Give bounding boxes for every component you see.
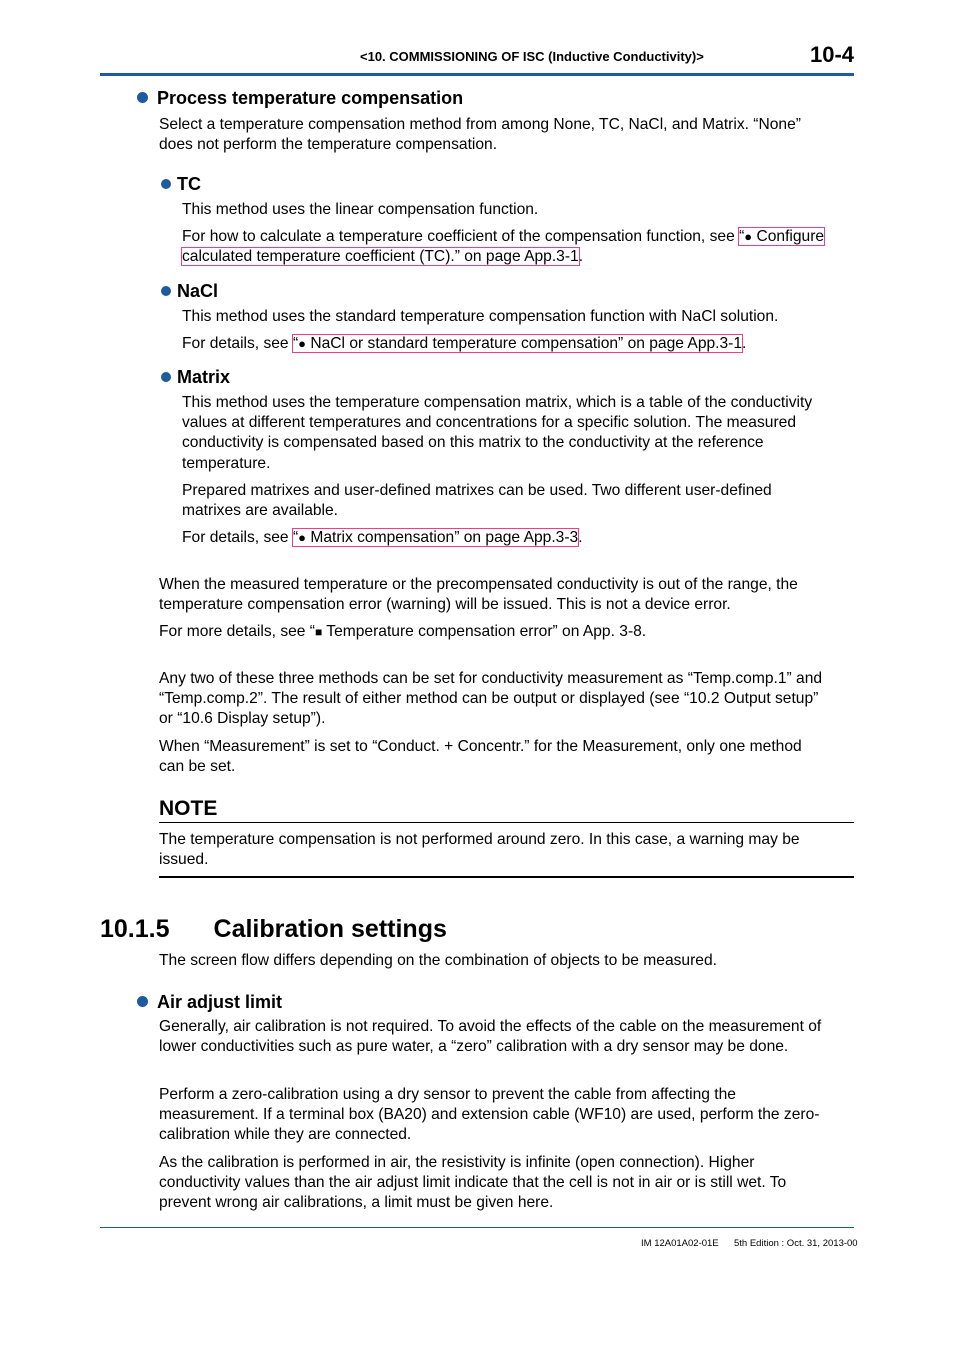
ptc-intro: Select a temperature compensation method from among None, TC, NaCl, and Matrix. “None” does not perform the temperature compensation. bbox=[159, 116, 801, 154]
note-bottom-rule bbox=[159, 876, 854, 878]
nacl-compensation-link[interactable]: “● NaCl or standard temperature compensation” on page App.3-1 bbox=[292, 335, 743, 353]
note-top-rule bbox=[159, 822, 854, 823]
page-number: 10-4 bbox=[810, 42, 855, 67]
configure-tc-link-cont[interactable]: calculated temperature coefficient (TC).” on page App.3-1 bbox=[182, 248, 579, 266]
methods-text: Any two of these three methods can be set for conductivity measurement as “Temp.comp.1” and “Temp.comp.2”. The result of either method can be output or displayed (see “10.2 Output setup” or “10.6 Display setup”). When “Measurement” is set to “Conduct. + Concentr.” for the Measurement, only one method can be set. bbox=[159, 670, 823, 775]
section-number: 10.1.5 bbox=[100, 915, 170, 943]
bullet-icon bbox=[161, 372, 171, 382]
heading-air-adjust-limit: Air adjust limit bbox=[137, 991, 282, 1013]
note-text: The temperature compensation is not performed around zero. In this case, a warning may be issued. bbox=[159, 831, 800, 869]
matrix-text: This method uses the temperature compensation matrix, which is a table of the conductivity values at different temperatures and concentrations for a specific solution. The measured conductivity is compensated based on this matrix to the conductivity at the reference temperature. Prepared matrixes and user-defined matrixes can be used. Two different user-defined matrixes are available. For details, see “● Matrix compensation” on page App.3-3. bbox=[182, 394, 813, 547]
section-title: Calibration settings bbox=[213, 915, 447, 943]
running-header: <10. COMMISSIONING OF ISC (Inductive Conductivity)> bbox=[360, 49, 704, 64]
bullet-icon bbox=[137, 996, 148, 1007]
matrix-compensation-link[interactable]: “● Matrix compensation” on page App.3-3 bbox=[292, 529, 579, 547]
range-warning-text: When the measured temperature or the precompensated conductivity is out of the range, the temperature compensation error (warning) will be issued. This is not a device error. For more details, see “■ Temperature compensation error” on App. 3-8. bbox=[159, 576, 798, 641]
bullet-icon bbox=[137, 92, 148, 103]
nacl-text: This method uses the standard temperature compensation function with NaCl solution. For details, see “● NaCl or standard temperature compensation” on page App.3-1. bbox=[182, 308, 779, 353]
footer-rule bbox=[100, 1227, 854, 1228]
heading-nacl: NaCl bbox=[161, 280, 218, 302]
bullet-icon bbox=[161, 286, 171, 296]
note-title: NOTE bbox=[159, 797, 218, 820]
heading-process-temperature-compensation: Process temperature compensation bbox=[137, 87, 463, 109]
configure-tc-link[interactable]: “● Configure bbox=[739, 228, 825, 246]
bullet-icon bbox=[161, 179, 171, 189]
air-text-2: Perform a zero-calibration using a dry sensor to prevent the cable from affecting the measurement. If a terminal box (BA20) and extension cable (WF10) are used, perform the zero- calibration while they are connected. As the calibration is performed in air, the resistivity is infinite (open connection). Higher conductivity values than the air adjust limit indicate that the cell is not in air or is still wet. To prevent wrong air calibrations, a limit must be given here. bbox=[159, 1086, 820, 1212]
air-text-1: Generally, air calibration is not required. To avoid the effects of the cable on the measurement of lower conductivities such as pure water, a “zero” calibration with a dry sensor may be done. bbox=[159, 1018, 822, 1056]
footer-doc-id: IM 12A01A02-01E bbox=[641, 1238, 719, 1249]
section-intro: The screen flow differs depending on the combination of objects to be measured. bbox=[159, 952, 717, 969]
section-heading bbox=[100, 914, 447, 944]
heading-matrix: Matrix bbox=[161, 366, 230, 388]
footer-edition: 5th Edition : Oct. 31, 2013-00 bbox=[734, 1238, 858, 1249]
heading-tc: TC bbox=[161, 173, 201, 195]
tc-text: This method uses the linear compensation function. For how to calculate a temperature coefficient of the compensation function, see “● Configure calculated temperature coefficient (TC).” on page App.3-1. bbox=[182, 201, 825, 266]
square-bullet-icon: ■ bbox=[315, 625, 323, 640]
header-rule bbox=[100, 73, 854, 76]
